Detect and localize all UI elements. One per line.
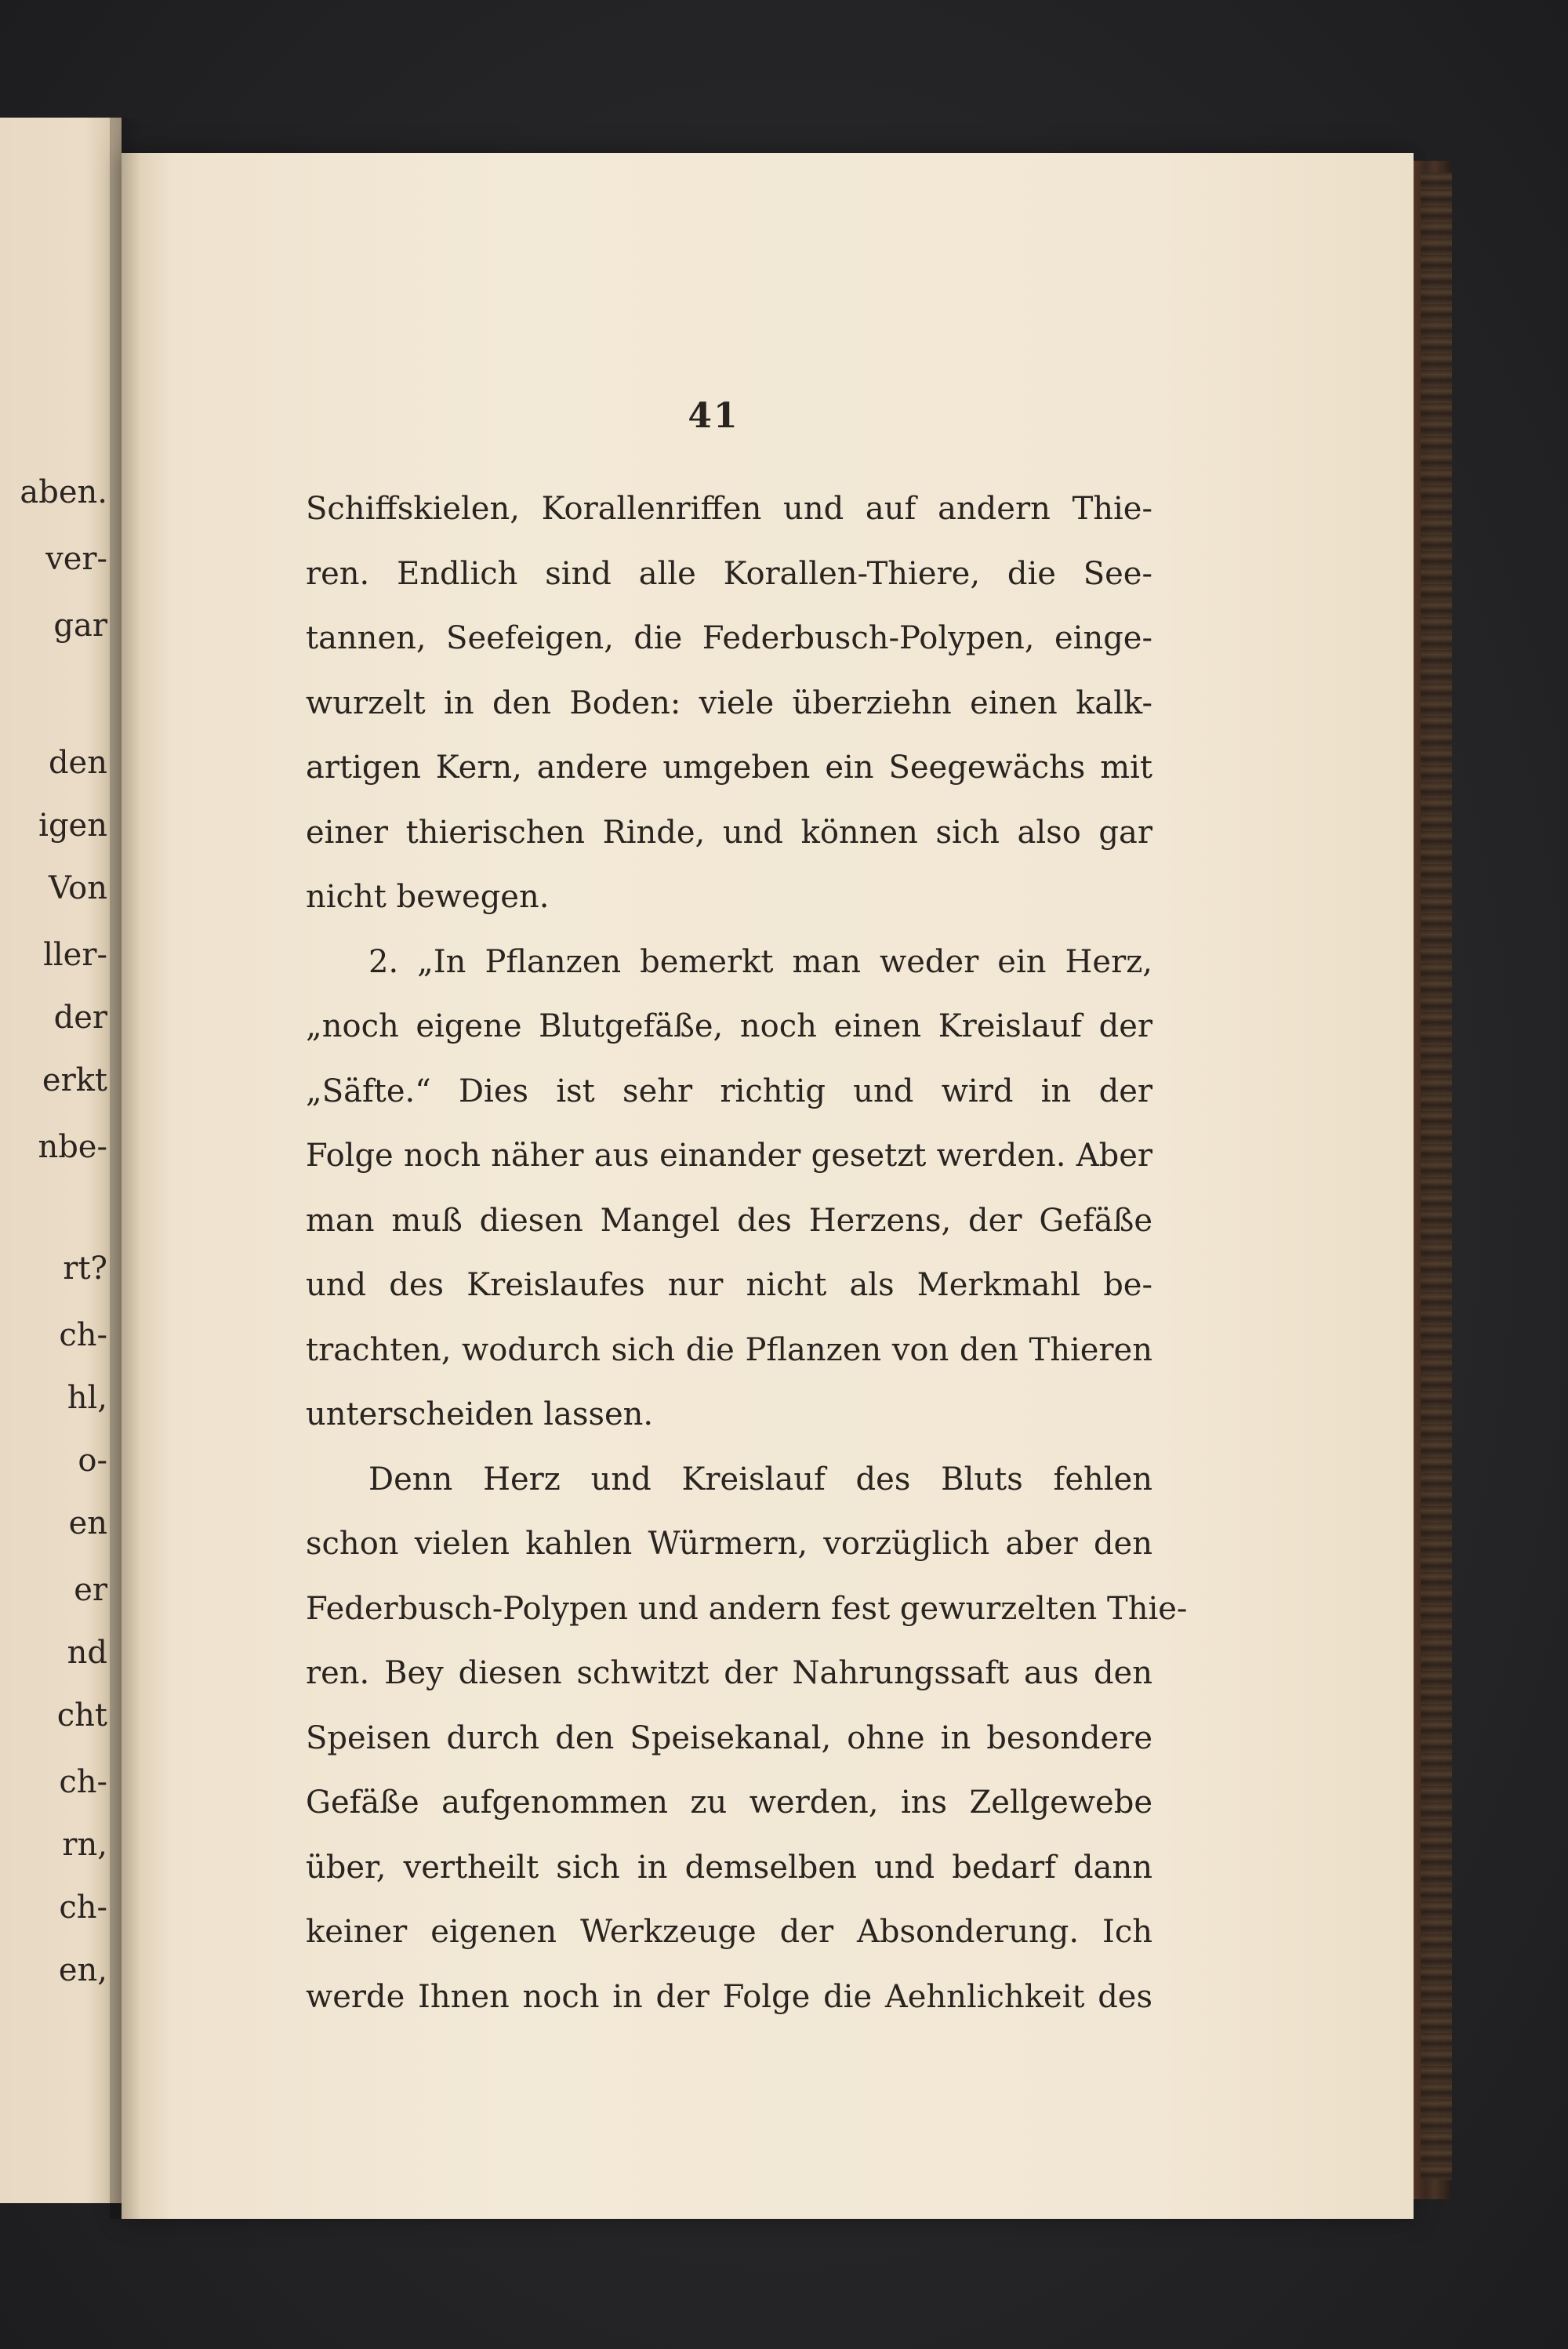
text-line: und des Kreislaufes nur nicht als Merkmahl be-: [306, 1267, 1152, 1303]
left-page-fragment: ch-: [59, 1890, 107, 1926]
text-line: werde Ihnen noch in der Folge die Aehnlichkeit des: [306, 1978, 1152, 2015]
text-line: unterscheiden lassen.: [306, 1396, 654, 1432]
text-line: Speisen durch den Speisekanal, ohne in besondere: [306, 1719, 1152, 1756]
text-line: Schiffskielen, Korallenriffen und auf andern Thie-: [306, 491, 1152, 527]
left-page-fragment: igen: [38, 808, 107, 844]
text-line: über, vertheilt sich in demselben und bedarf dann: [306, 1849, 1152, 1886]
page-number: 41: [688, 396, 739, 436]
left-page-fragment: en: [68, 1505, 107, 1541]
text-line: ren. Endlich sind alle Korallen-Thiere, die See-: [306, 555, 1152, 592]
left-page-fragment: nbe-: [38, 1129, 107, 1165]
book-cover-edge: [1421, 172, 1452, 2180]
text-line: wurzelt in den Boden: viele überziehn einen kalk-: [306, 684, 1152, 721]
left-page-fragment: o-: [78, 1443, 107, 1479]
text-line: einer thierischen Rinde, und können sich also gar: [306, 814, 1152, 851]
left-page-fragment: ver-: [45, 541, 107, 577]
text-line: Folge noch näher aus einander gesetzt werden. Aber: [306, 1138, 1152, 1174]
left-page-fragment: ller-: [43, 937, 107, 973]
left-page-fragment: gar: [53, 608, 107, 644]
text-line: tannen, Seefeigen, die Federbusch-Polypen, einge-: [306, 620, 1152, 656]
text-line: schon vielen kahlen Würmern, vorzüglich aber den: [306, 1526, 1152, 1562]
left-page-fragment: hl,: [67, 1380, 107, 1416]
left-page-fragment: en,: [58, 1952, 107, 1988]
left-page-fragment: den: [48, 745, 107, 781]
text-line: artigen Kern, andere umgeben ein Seegewächs mit: [306, 750, 1152, 786]
left-page-fragment: er: [74, 1572, 107, 1608]
text-line: man muß diesen Mangel des Herzens, der Gefäße: [306, 1202, 1152, 1239]
text-line: keiner eigenen Werkzeuge der Absonderung. Ich: [306, 1914, 1152, 1950]
text-line: Federbusch-Polypen und andern fest gewurzelten Thie-: [306, 1590, 1188, 1627]
left-page-fragment: rt?: [63, 1251, 107, 1287]
left-page-fragment: Von: [48, 870, 107, 906]
left-page-fragment: aben.: [20, 474, 107, 510]
left-page-fragment: ch-: [59, 1764, 107, 1800]
text-line: nicht bewegen.: [306, 879, 550, 915]
left-page-fragment: erkt: [42, 1062, 107, 1098]
left-page-fragment: rn,: [62, 1827, 107, 1863]
text-line: Gefäße aufgenommen zu werden, ins Zellgewebe: [306, 1784, 1152, 1821]
text-line: „noch eigene Blutgefäße, noch einen Kreislauf der: [306, 1008, 1152, 1044]
left-page-fragment: der: [53, 1000, 107, 1036]
text-line: Denn Herz und Kreislauf des Bluts fehlen: [368, 1461, 1152, 1498]
text-line: ren. Bey diesen schwitzt der Nahrungssaft aus den: [306, 1655, 1152, 1691]
left-page-fragment: cht: [56, 1697, 107, 1734]
left-page-fragment: ch-: [59, 1317, 107, 1353]
left-page-fragment: nd: [67, 1635, 107, 1671]
text-line: trachten, wodurch sich die Pflanzen von den Thieren: [306, 1331, 1152, 1368]
text-line: 2. „In Pflanzen bemerkt man weder ein Herz,: [368, 943, 1152, 980]
text-line: „Säfte.“ Dies ist sehr richtig und wird in der: [306, 1073, 1152, 1109]
page-body-text: [306, 477, 1188, 2029]
